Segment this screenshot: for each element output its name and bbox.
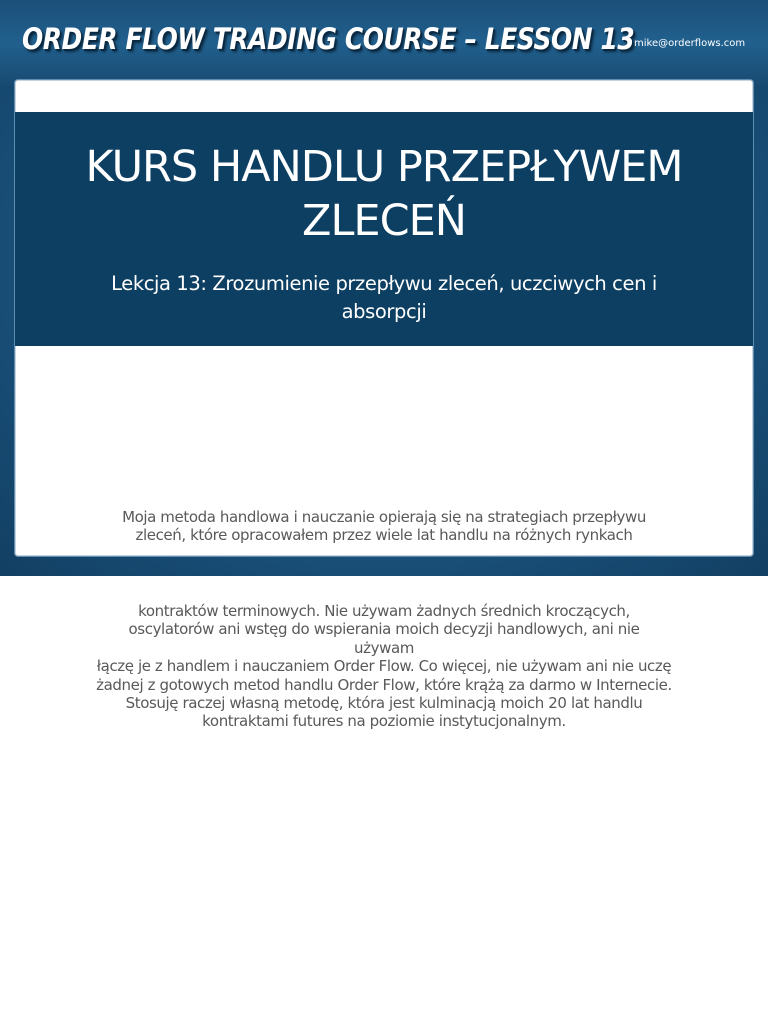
page-text-line: kontraktów terminowych. Nie używam żadnych średnich kroczących, (138, 602, 630, 620)
main-title-line-2: ZLECEŃ (302, 196, 466, 246)
page-text-line: żadnej z gotowych metod handlu Order Flow, które krążą za darmo w Internecie. (96, 675, 672, 694)
page-body-text (40, 602, 728, 731)
page-text-line: używam (354, 638, 414, 657)
subtitle-line-1: Lekcja 13: Zrozumienie przepływu zleceń, uczciwych cen i (111, 272, 657, 295)
course-title: ORDER FLOW TRADING COURSE – LESSON 13 (22, 22, 635, 56)
page-text-line: oscylatorów ani wstęg do wspierania moich decyzji handlowych, ani nie (128, 620, 640, 639)
subtitle-line-2: absorpcji (341, 300, 427, 323)
slide-body-line-2: zleceń, które opracowałem przez wiele lat handlu na różnych rynkach (135, 526, 633, 544)
main-title-line-1: KURS HANDLU PRZEPŁYWEM (85, 142, 683, 192)
header-banner (0, 0, 768, 86)
slide-body-text (40, 508, 728, 544)
lesson-subtitle (55, 270, 713, 326)
slide-body-line-1: Moja metoda handlowa i nauczanie opierają się na strategiach przepływu (122, 508, 646, 526)
title-box (15, 112, 753, 346)
contact-email: mike@orderflows.com (634, 38, 746, 49)
page-text-line: kontraktami futures na poziomie instytucjonalnym. (202, 712, 566, 731)
page-text-line: łączę je z handlem i nauczaniem Order Flow. Co więcej, nie używam ani nie uczę (96, 657, 672, 676)
main-title (35, 140, 733, 248)
page-text-line: Stosuję raczej własną metodę, która jest kulminacją moich 20 lat handlu (125, 694, 643, 713)
